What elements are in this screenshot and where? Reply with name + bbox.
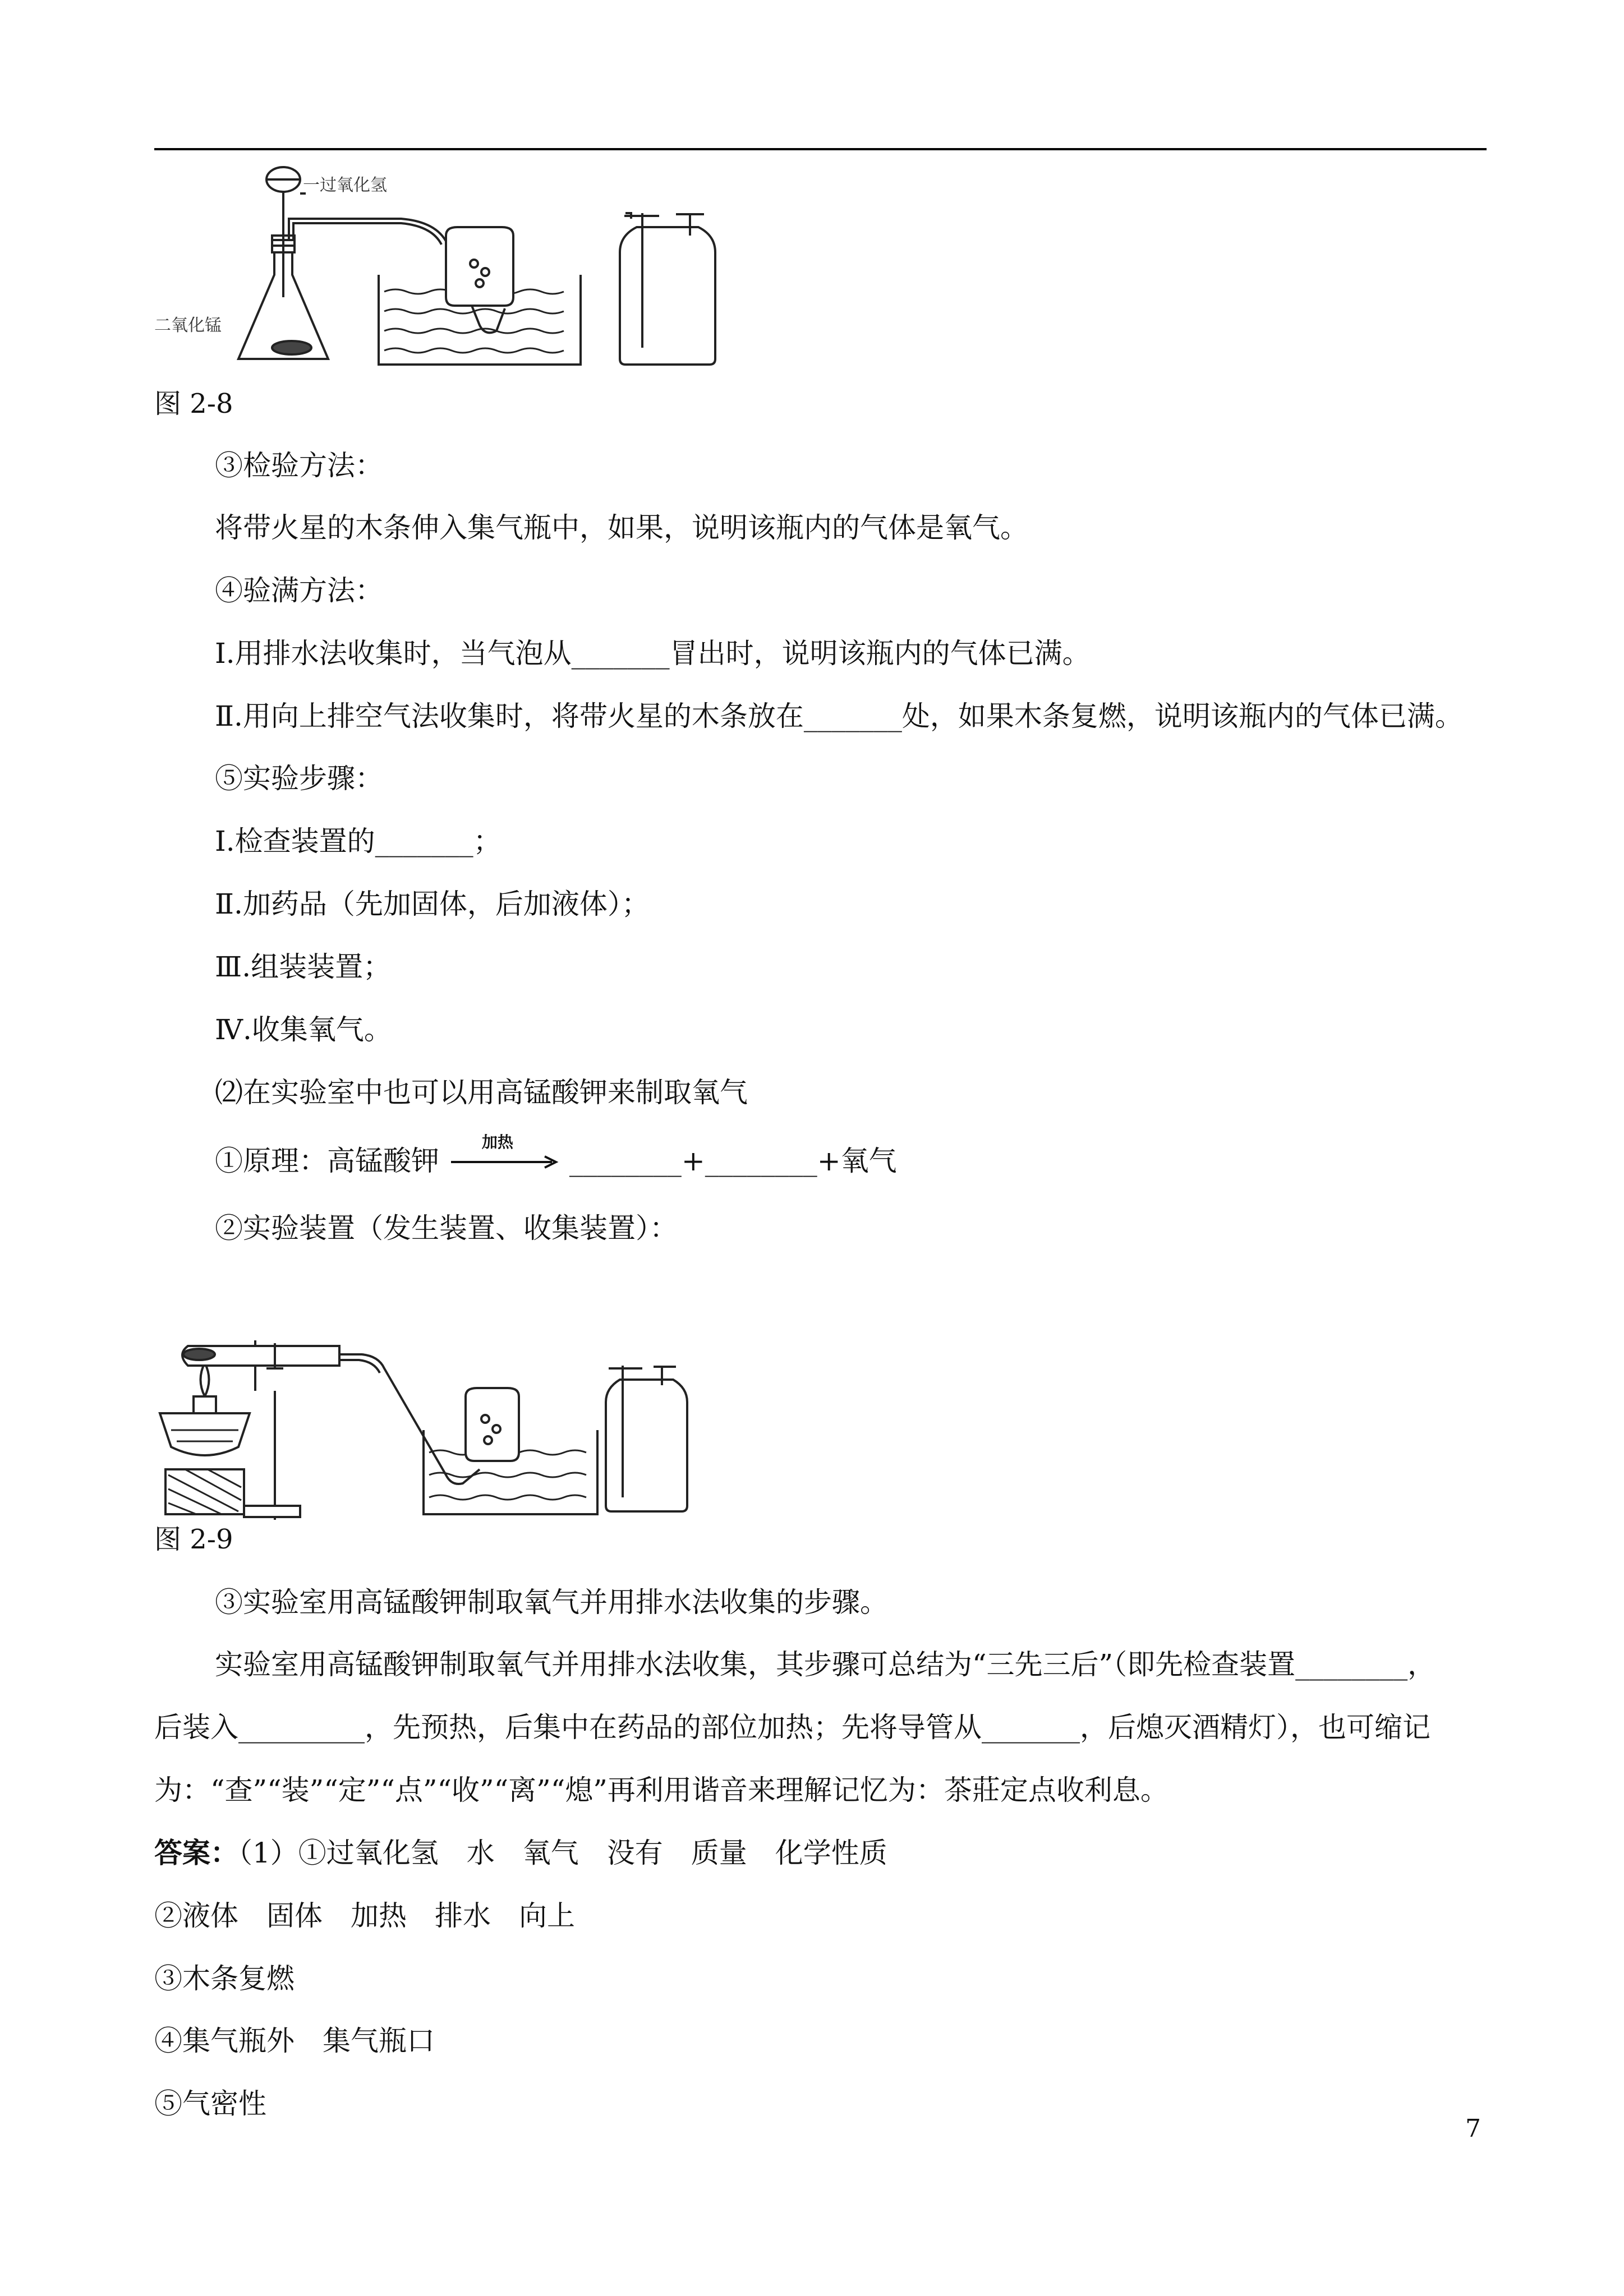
label-hydrogen-peroxide: 一过氧化氢 bbox=[303, 176, 387, 195]
section2-steps-title: ③实验室用高锰酸钾制取氧气并用排水法收集的步骤。 bbox=[215, 1586, 888, 1619]
answer-line2: ②液体 固体 加热 排水 向上 bbox=[154, 1899, 575, 1932]
section2-apparatus-title: ②实验装置（发生装置、收集装置）： bbox=[215, 1212, 678, 1244]
figure-2-8-caption: 图 2-8 bbox=[154, 388, 233, 419]
section1-step-iii: Ⅲ.组装装置； bbox=[215, 951, 392, 983]
section1-full-title: ④验满方法： bbox=[215, 574, 383, 607]
section2-steps-line2: 后装入_________，先预热，后集中在药品的部位加热；先将导管从_______，后熄灭酒精灯），也可缩记 bbox=[154, 1711, 1430, 1744]
section1-check-text: 将带火星的木条伸入集气瓶中，如果，说明该瓶内的气体是氧气。 bbox=[215, 511, 1028, 544]
section1-full-ii: Ⅱ.用向上排空气法收集时，将带火星的木条放在_______处，如果木条复燃，说明该瓶内的气体已满。 bbox=[215, 700, 1463, 732]
answer-text-1: （1）①过氧化氢 水 氧气 没有 质量 化学性质 bbox=[238, 1837, 887, 1869]
figure-2-9-caption: 图 2-9 bbox=[154, 1524, 233, 1555]
section2-steps-line3: 为：“查”“装”“定”“点”“收”“离”“熄”再利用谐音来理解记忆为：茶莊定点收利息。 bbox=[154, 1774, 1168, 1806]
principle-prefix: ①原理：高锰酸钾 bbox=[215, 1145, 439, 1177]
reaction-arrow bbox=[448, 1133, 560, 1178]
section1-step-ii: Ⅱ.加药品（先加固体，后加液体）； bbox=[215, 888, 650, 920]
arrow-label-heating: 加热 bbox=[481, 1133, 513, 1151]
section1-steps-title: ⑤实验步骤： bbox=[215, 762, 383, 795]
answer-label: 答案： bbox=[154, 1836, 238, 1869]
section2-principle bbox=[215, 1133, 897, 1178]
answer-line3: ③木条复燃 bbox=[154, 1962, 295, 1995]
page-number: 7 bbox=[1465, 2114, 1481, 2143]
section1-full-i: Ⅰ.用排水法收集时，当气泡从_______冒出时，说明该瓶内的气体已满。 bbox=[215, 637, 1091, 670]
answer-line5: ⑤气密性 bbox=[154, 2087, 266, 2120]
answer-line4: ④集气瓶外 集气瓶口 bbox=[154, 2025, 435, 2057]
figure-2-9-apparatus bbox=[154, 1284, 693, 1520]
arrow-icon bbox=[448, 1144, 560, 1178]
principle-suffix: ________+________+氧气 bbox=[569, 1145, 897, 1177]
header-rule bbox=[154, 148, 1487, 150]
section1-step-i: Ⅰ.检查装置的_______； bbox=[215, 825, 502, 857]
section2-steps-line1: 实验室用高锰酸钾制取氧气并用排水法收集，其步骤可总结为“三先三后”（即先检查装置________， bbox=[215, 1648, 1436, 1681]
section2-title: ⑵在实验室中也可以用高锰酸钾来制取氧气 bbox=[215, 1076, 748, 1109]
figure-2-8-apparatus bbox=[154, 151, 726, 376]
label-manganese-dioxide: 二氧化锰 bbox=[154, 316, 222, 335]
answer-line1 bbox=[154, 1836, 887, 1870]
section1-step-iv: Ⅳ.收集氧气。 bbox=[215, 1013, 392, 1046]
section1-check-title: ③检验方法： bbox=[215, 449, 383, 482]
